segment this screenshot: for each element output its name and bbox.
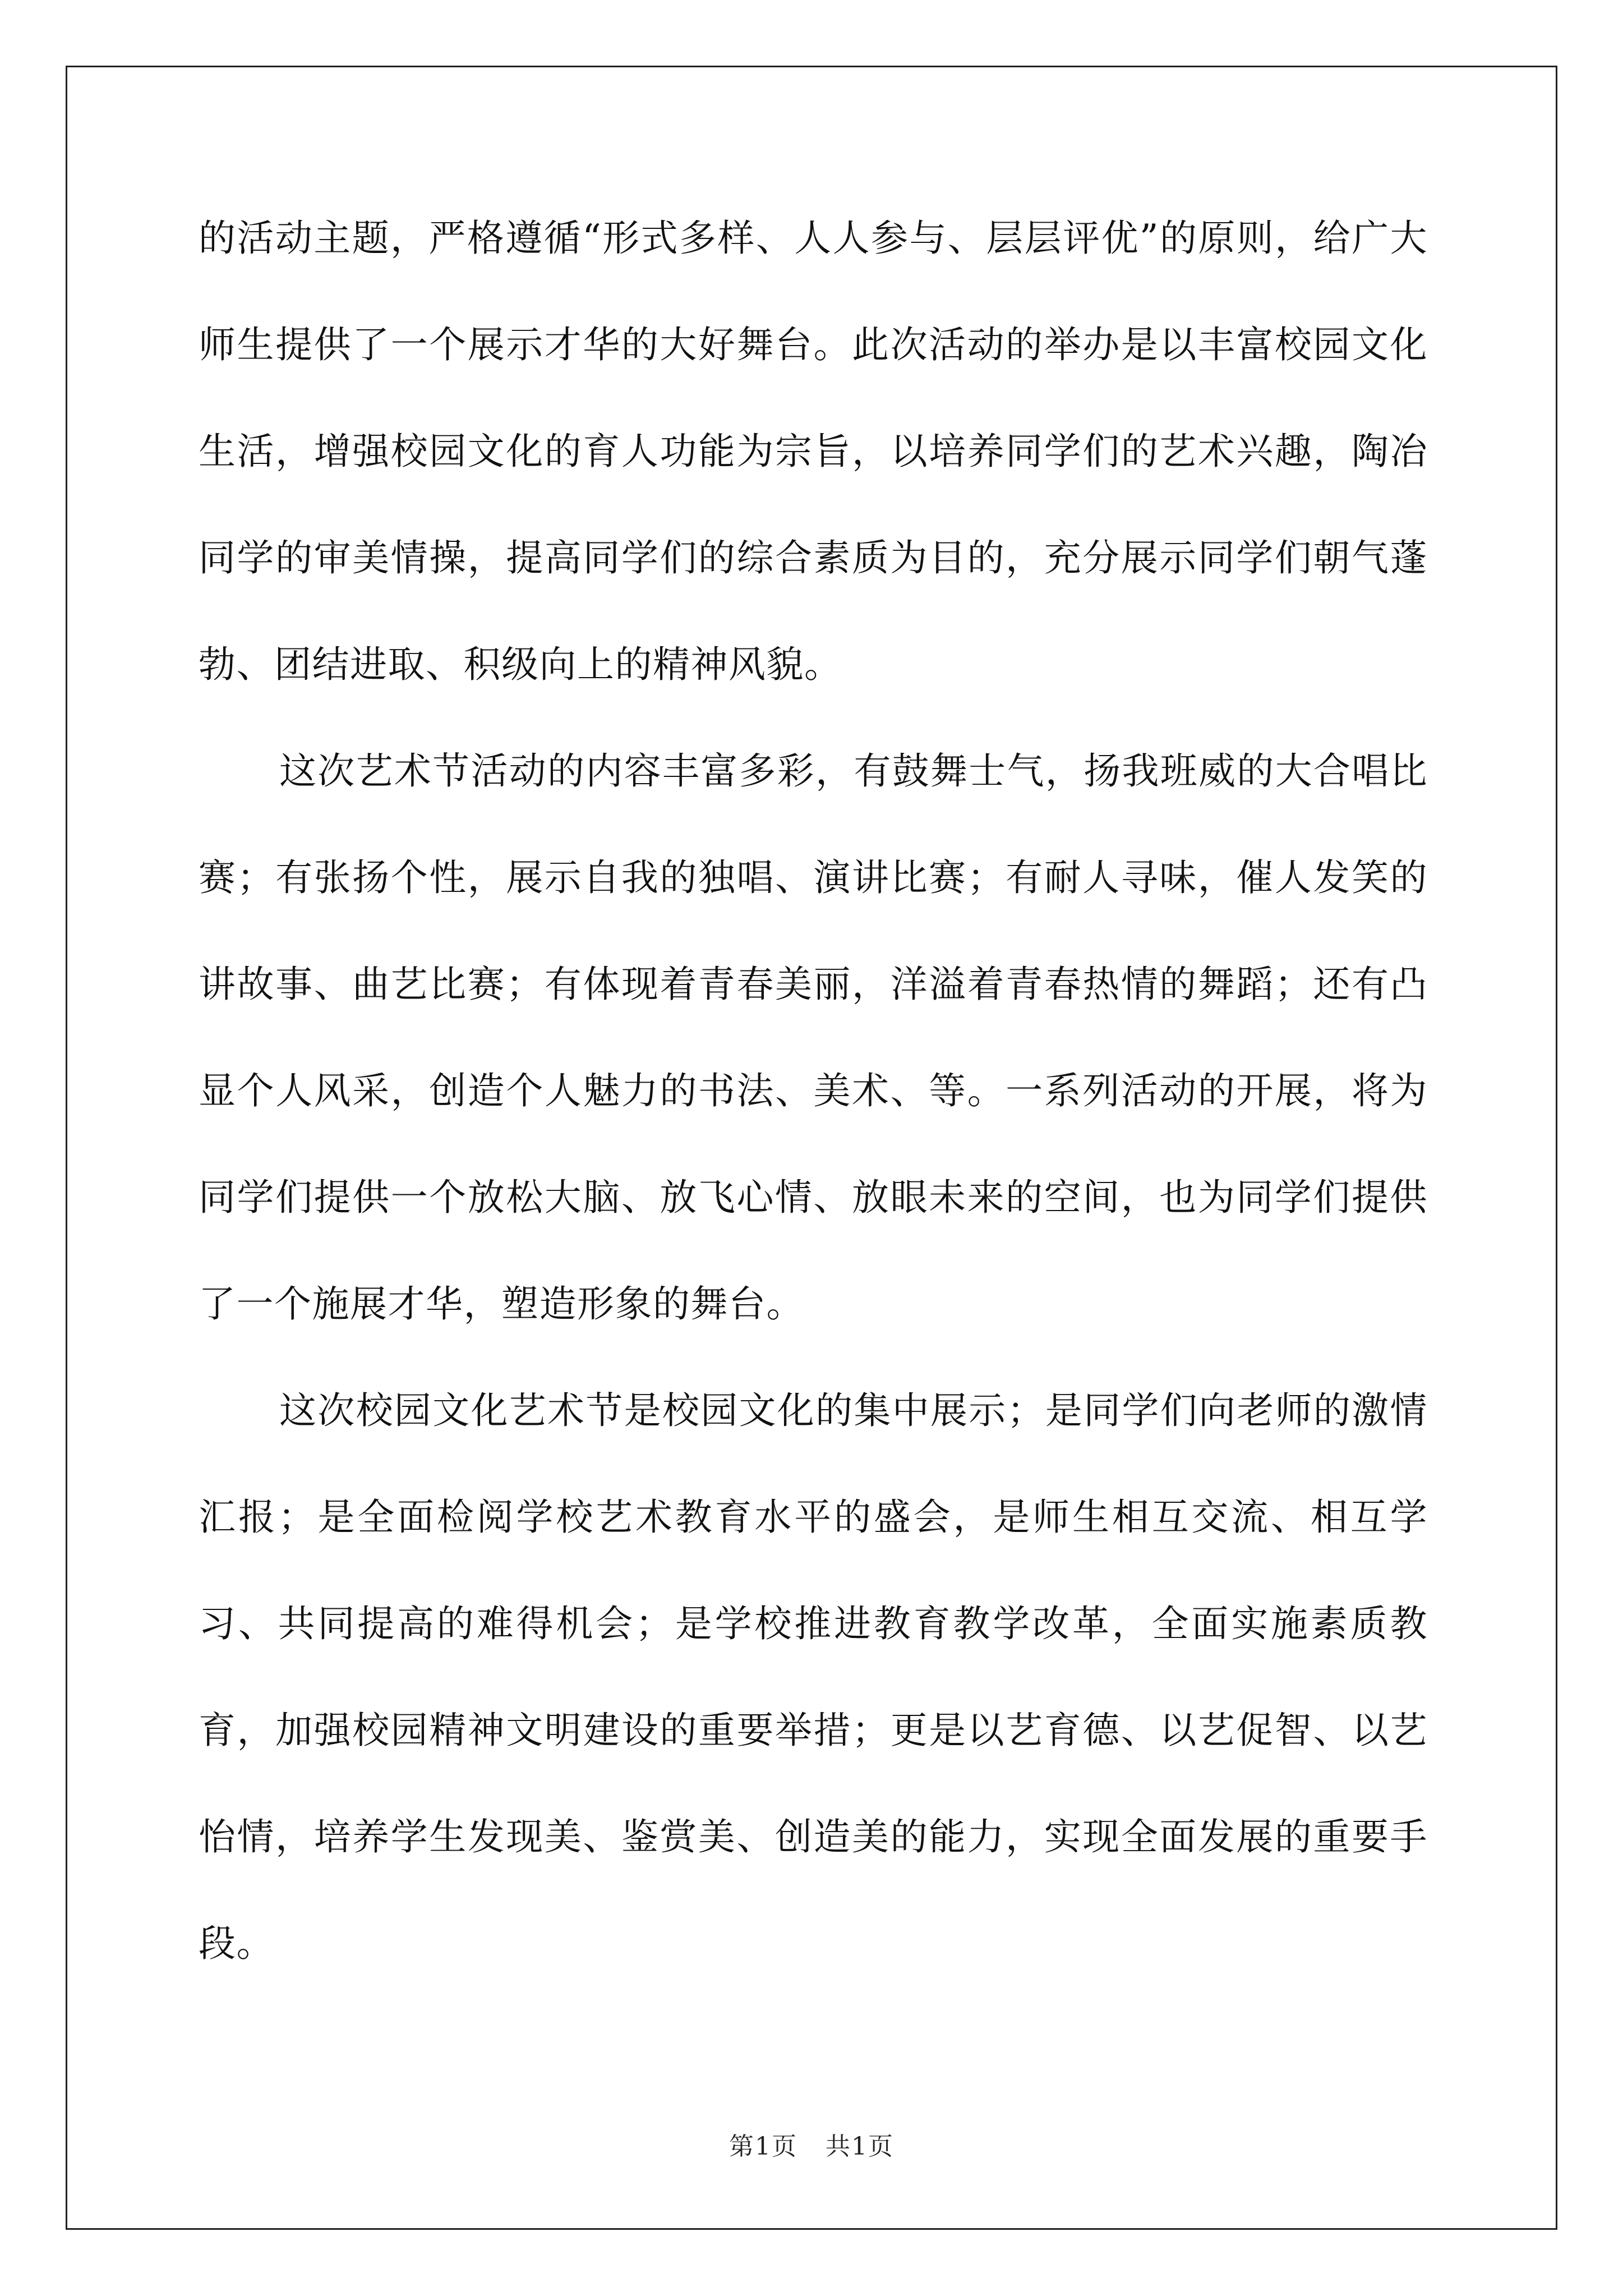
paragraph-1: 的活动主题，严格遵循“形式多样、人人参与、层层评优”的原则，给广大师生提供了一个展示才华的大好舞台。此次活动的举办是以丰富校园文化生活，增强校园文化的育人功能为宗旨，以培养同学们的艺术兴趣，陶冶同学的审美情操，提高同学们的综合素质为目的，充分展示同学们朝气蓬勃、团结进取、积级向上的精神风貌。 — [199, 217, 1428, 686]
paragraph-3: 这次校园文化艺术节是校园文化的集中展示；是同学们向老师的激情汇报；是全面检阅学校艺术教育水平的盛会，是师生相互交流、相互学习、共同提高的难得机会；是学校推进教育教学改革，全面实施素质教育，加强校园精神文明建设的重要举措；更是以艺育德、以艺促智、以艺怡情，培养学生发现美、鉴赏美、创造美的能力，实现全面发展的重要手段。 — [199, 1389, 1428, 1965]
page-total: 共1页 — [826, 2132, 894, 2161]
document-body — [199, 185, 1428, 1997]
paragraph-2: 这次艺术节活动的内容丰富多彩，有鼓舞士气，扬我班威的大合唱比赛；有张扬个性，展示自我的独唱、演讲比赛；有耐人寻味，催人发笑的讲故事、曲艺比赛；有体现着青春美丽，洋溢着青春热情的舞蹈；还有凸显个人风采，创造个人魅力的书法、美术、等。一系列活动的开展，将为同学们提供一个放松大脑、放飞心情、放眼未来的空间，也为同学们提供了一个施展才华，塑造形象的舞台。 — [199, 749, 1428, 1326]
page-footer — [0, 2126, 1623, 2162]
page-number: 第1页 — [729, 2132, 797, 2161]
